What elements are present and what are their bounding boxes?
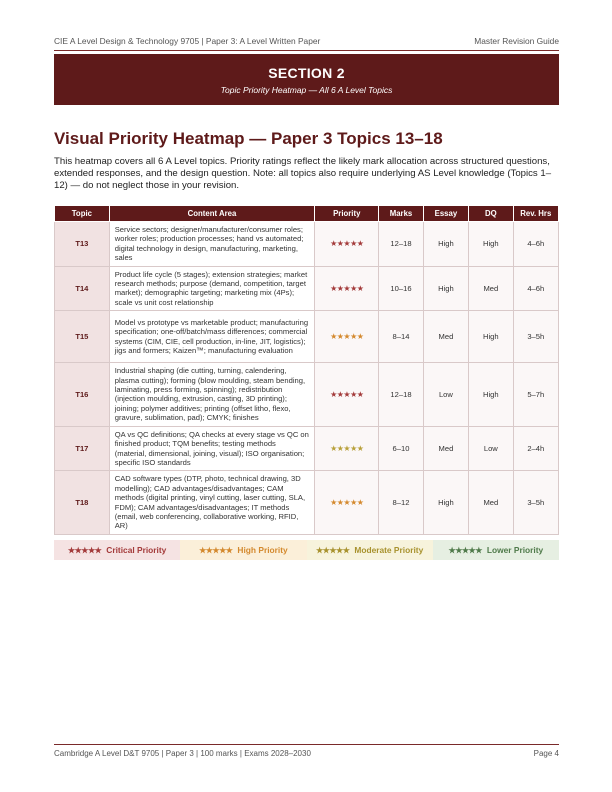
content-cell: Industrial shaping (die cutting, turning, calendering, plasma cutting); forming (blow moulding, steam bending, laminating, press forming, spinning); redistribution (injection moulding, extrusion, casting, 3D printing); joining; polymer additives; printing (offset litho, flexo, gravure, sublimation, pad); CMYK; finishes [109, 363, 315, 426]
table-row [55, 471, 559, 534]
marks-cell: 8–12 [379, 471, 423, 534]
topic-cell: T15 [55, 311, 110, 363]
content-cell: QA vs QC definitions; QA checks at every stage vs QC on finished product; TQM benefits; testing methods (material, dimensional, joining, visual); ISO organisation; specific ISO standards [109, 426, 315, 471]
header-left-text: CIE A Level Design & Technology 9705 | Paper 3: A Level Written Paper [54, 36, 321, 46]
legend-label: Lower Priority [486, 545, 544, 555]
table-row [55, 266, 559, 311]
page-title: Visual Priority Heatmap — Paper 3 Topics 13–18 [54, 129, 443, 148]
legend-label: High Priority [237, 545, 288, 555]
marks-cell: 10–16 [379, 266, 423, 311]
rev-hrs-cell: 5–7h [513, 363, 558, 426]
priority-stars: ★★★★★ [315, 426, 379, 471]
essay-cell: Med [423, 426, 468, 471]
marks-cell: 12–18 [379, 363, 423, 426]
rev-hrs-cell: 2–4h [513, 426, 558, 471]
priority-stars: ★★★★★ [315, 266, 379, 311]
star-rating-icon: ★★★★★ [448, 545, 482, 555]
col-header-rev-hrs: Rev. Hrs [513, 206, 558, 222]
intro-paragraph: This heatmap covers all 6 A Level topics. Priority ratings reflect the likely mark allocation across structured questions, extended responses, and the design question. Note: all topics also require underlying AS Level knowledge (Topics 1–12) — do not neglect those in your revision. [54, 156, 552, 191]
essay-cell: Low [423, 363, 468, 426]
topic-cell: T14 [55, 266, 110, 311]
essay-cell: High [423, 471, 468, 534]
content-cell: Service sectors; designer/manufacturer/consumer roles; worker roles; production processes; hand vs automated; digital technology in design, manufacturing, marketing, sales [109, 222, 315, 267]
rev-hrs-cell: 3–5h [513, 311, 558, 363]
section-subtitle: Topic Priority Heatmap — All 6 A Level Topics [220, 85, 393, 95]
priority-heatmap-table [54, 205, 559, 535]
col-header-topic: Topic [55, 206, 110, 222]
topic-cell: T18 [55, 471, 110, 534]
col-header-essay: Essay [423, 206, 468, 222]
legend-label: Moderate Priority [354, 545, 424, 555]
table-row [55, 426, 559, 471]
essay-cell: Med [423, 311, 468, 363]
table-row [55, 311, 559, 363]
dq-cell: High [469, 311, 513, 363]
priority-stars: ★★★★★ [315, 363, 379, 426]
section-title: SECTION 2 [268, 65, 345, 81]
essay-cell: High [423, 222, 468, 267]
priority-stars: ★★★★★ [315, 311, 379, 363]
priority-stars: ★★★★★ [315, 471, 379, 534]
legend-item [307, 540, 433, 560]
star-rating-icon: ★★★★★ [67, 545, 102, 555]
dq-cell: High [469, 363, 513, 426]
rev-hrs-cell: 4–6h [513, 266, 558, 311]
dq-cell: High [469, 222, 513, 267]
legend-item [54, 540, 180, 560]
content-cell: CAD software types (DTP, photo, technical drawing, 3D modelling); CAD advantages/disadvantages; CAM methods (digital printing, vinyl cutting, laser cutting, SLA, FDM); CAM advantages/disadvantages; IT methods (email, web conferencing, collaborative working, RFID, AR) [109, 471, 315, 534]
rev-hrs-cell: 4–6h [513, 222, 558, 267]
table-row [55, 363, 559, 426]
col-header-priority: Priority [315, 206, 379, 222]
col-header-content: Content Area [109, 206, 315, 222]
marks-cell: 12–18 [379, 222, 423, 267]
priority-stars: ★★★★★ [315, 222, 379, 267]
content-cell: Model vs prototype vs marketable product; manufacturing specification; one-off/batch/mass differences; commercial systems (CIM, CIE, cell production, in-line, JIT, logistics); jigs and formers; Kaizen™; manufacturing evaluation [109, 311, 315, 363]
legend-item [180, 540, 306, 560]
dq-cell: Med [469, 266, 513, 311]
header-right-text: Master Revision Guide [474, 36, 559, 46]
col-header-dq: DQ [469, 206, 513, 222]
topic-cell: T16 [55, 363, 110, 426]
col-header-marks: Marks [379, 206, 423, 222]
topic-cell: T17 [55, 426, 110, 471]
marks-cell: 6–10 [379, 426, 423, 471]
legend-item [433, 540, 559, 560]
dq-cell: Low [469, 426, 513, 471]
star-rating-icon: ★★★★★ [199, 545, 233, 555]
table-header-row [55, 206, 559, 222]
page-number: Page 4 [533, 749, 559, 758]
topic-cell: T13 [55, 222, 110, 267]
priority-legend [54, 540, 559, 560]
marks-cell: 8–14 [379, 311, 423, 363]
content-cell: Product life cycle (5 stages); extension strategies; market research methods; purpose (demand, competition, target market); demographic targeting; marketing mix (4Ps); scale vs unit cost relationship [109, 266, 315, 311]
dq-cell: Med [469, 471, 513, 534]
running-footer [54, 744, 559, 758]
running-header [54, 36, 559, 51]
table-row [55, 222, 559, 267]
essay-cell: High [423, 266, 468, 311]
legend-label: Critical Priority [106, 545, 167, 555]
star-rating-icon: ★★★★★ [316, 545, 350, 555]
rev-hrs-cell: 3–5h [513, 471, 558, 534]
footer-left-text: Cambridge A Level D&T 9705 | Paper 3 | 100 marks | Exams 2028–2030 [54, 749, 311, 758]
section-banner [54, 54, 559, 105]
